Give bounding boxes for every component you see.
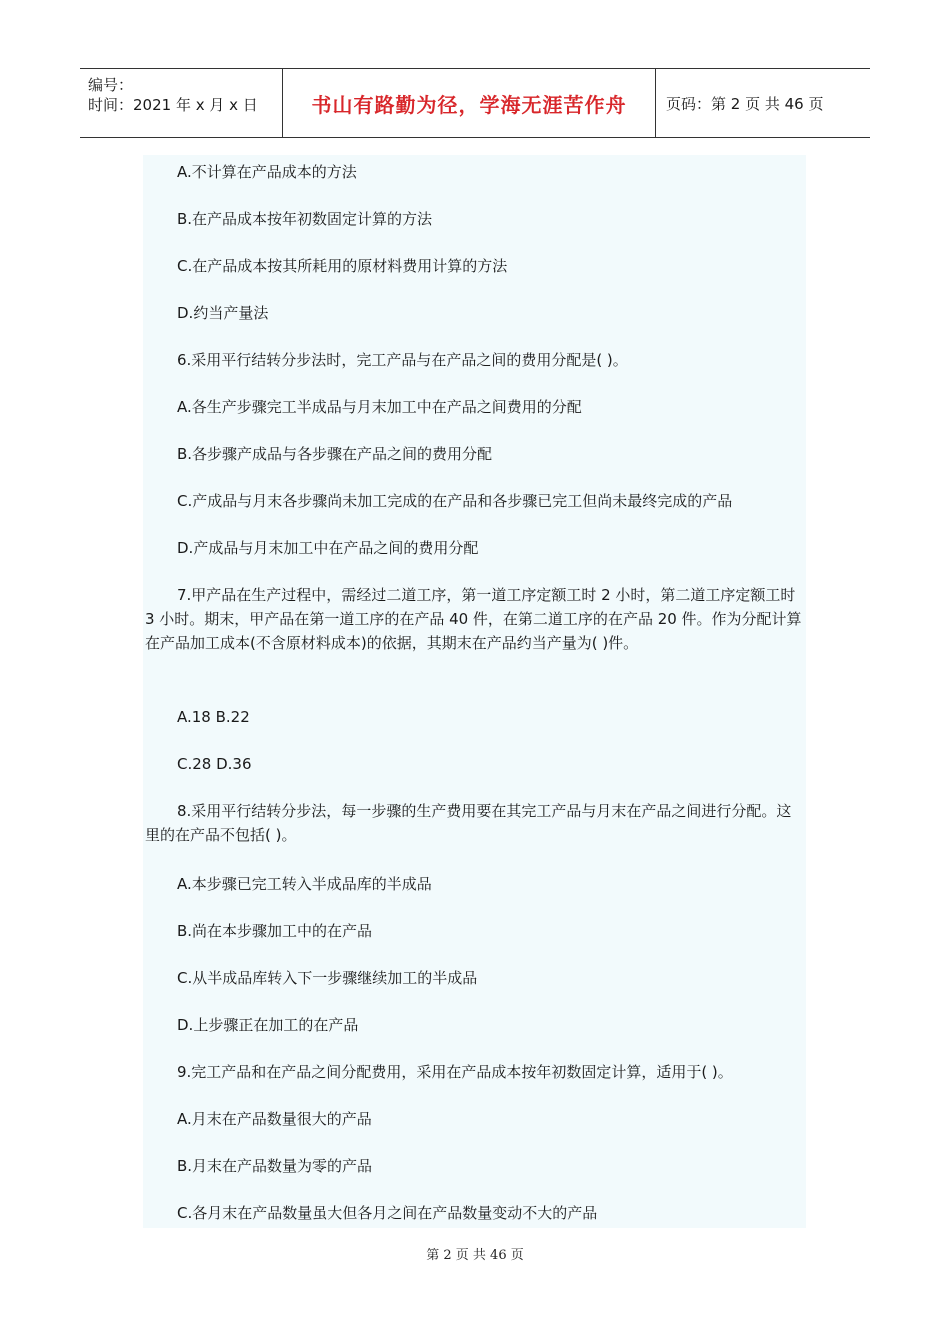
- option-line: C.在产品成本按其所耗用的原材料费用计算的方法: [177, 257, 508, 275]
- header-page-info: 页码：第 2 页 共 46 页: [666, 94, 824, 113]
- option-line: B.月末在产品数量为零的产品: [177, 1157, 373, 1175]
- option-line: C.产成品与月末各步骤尚未加工完成的在产品和各步骤已完工但尚未最终完成的产品: [177, 492, 733, 510]
- option-line: A.各生产步骤完工半成品与月末加工中在产品之间费用的分配: [177, 398, 582, 416]
- option-line: A.本步骤已完工转入半成品库的半成品: [177, 875, 432, 893]
- question-9: 9.完工产品和在产品之间分配费用，采用在产品成本按年初数固定计算，适用于( )。: [177, 1063, 733, 1081]
- date-label: 时间：2021 年 x 月 x 日: [88, 96, 258, 114]
- question-6: 6.采用平行结转分步法时，完工产品与在产品之间的费用分配是( )。: [177, 351, 628, 369]
- option-line: D.产成品与月末加工中在产品之间的费用分配: [177, 539, 479, 557]
- page-header: [80, 68, 870, 138]
- question-content: [143, 155, 806, 1228]
- document-number-label: 编号：: [88, 76, 134, 94]
- page-footer: 第 2 页 共 46 页: [426, 1248, 524, 1263]
- option-line: D.约当产量法: [177, 304, 269, 322]
- option-line: B.在产品成本按年初数固定计算的方法: [177, 210, 433, 228]
- question-8: 8.采用平行结转分步法，每一步骤的生产费用要在其完工产品与月末在产品之间进行分配。这里的在产品不包括( )。: [145, 802, 792, 844]
- option-line: C.从半成品库转入下一步骤继续加工的半成品: [177, 969, 478, 987]
- option-line: B.尚在本步骤加工中的在产品: [177, 922, 373, 940]
- option-line: C.各月末在产品数量虽大但各月之间在产品数量变动不大的产品: [177, 1204, 598, 1222]
- option-line: A.月末在产品数量很大的产品: [177, 1110, 372, 1128]
- option-line: A.不计算在产品成本的方法: [177, 163, 357, 181]
- option-line: A.18 B.22: [177, 708, 250, 726]
- question-7: 7.甲产品在生产过程中，需经过二道工序，第一道工序定额工时 2 小时，第二道工序定额工时 3 小时。期末，甲产品在第一道工序的在产品 40 件，在第二道工序的在产品 20 件。作为分配计算在产品加工成本(不含原材料成本)的依据，其期末在产品约当产量为( )件。: [145, 586, 802, 652]
- header-left-cell: [80, 69, 283, 137]
- header-motto: 书山有路勤为径，学海无涯苦作舟: [283, 69, 656, 137]
- option-line: C.28 D.36: [177, 755, 252, 773]
- option-line: B.各步骤产成品与各步骤在产品之间的费用分配: [177, 445, 493, 463]
- option-line: D.上步骤正在加工的在产品: [177, 1016, 359, 1034]
